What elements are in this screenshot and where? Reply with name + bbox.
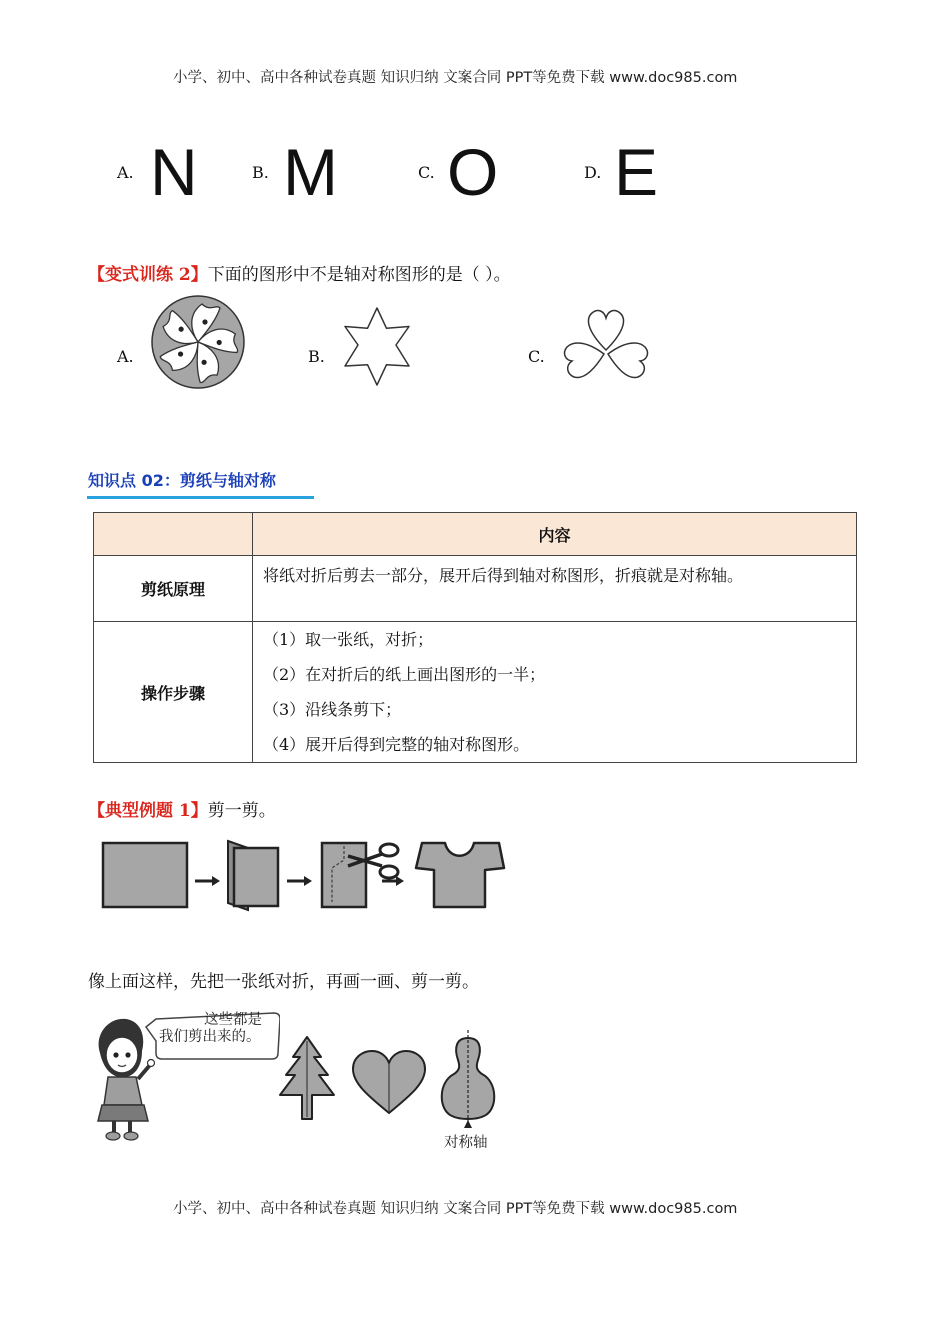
- variant2-tag: 【变式训练 2】: [88, 265, 208, 285]
- speech-bubble-line1: 这些都是: [204, 1012, 262, 1028]
- option-a-label: A.: [117, 163, 134, 182]
- paper-heart-icon: [351, 1049, 427, 1115]
- v2-option-b-label: B.: [308, 347, 325, 366]
- table-header-cell: 内容: [253, 513, 857, 556]
- table-line: （4）展开后得到完整的轴对称图形。: [263, 735, 530, 754]
- speech-bubble-text: [159, 1012, 262, 1046]
- instruction-text: 像上面这样，先把一张纸对折，再画一画、剪一剪。: [88, 972, 479, 992]
- example1-tag: 【典型例题 1】: [88, 801, 208, 821]
- option-d-letter: E: [614, 135, 659, 209]
- option-b-label: B.: [252, 163, 269, 182]
- paper-gourd-icon: [432, 1028, 504, 1132]
- v2-option-a-label: A.: [117, 347, 134, 366]
- table-line: 将纸对折后剪去一部分，展开后得到轴对称图形，折痕就是对称轴。: [263, 566, 744, 585]
- option-b-letter: M: [283, 135, 338, 209]
- knowledge-point-underline: [87, 496, 314, 499]
- v2-option-c-label: C.: [528, 347, 545, 366]
- speech-bubble-line2: 我们剪出来的。: [159, 1029, 261, 1045]
- six-point-star-icon: [338, 306, 416, 388]
- option-a-letter: N: [150, 135, 198, 209]
- table-row: [94, 622, 857, 763]
- table-row-content: [253, 622, 857, 763]
- table-line: （2）在对折后的纸上画出图形的一半；: [263, 665, 546, 684]
- paper-tree-icon: [276, 1035, 338, 1121]
- page-footer: 小学、初中、高中各种试卷真题 知识归纳 文案合同 PPT等免费下载 www.doc985.com: [173, 1201, 738, 1217]
- example1-text: 剪一剪。: [207, 801, 276, 821]
- paper-cutting-steps-illustration: [100, 838, 510, 912]
- option-d-label: D.: [584, 163, 602, 182]
- table-row-label: 剪纸原理: [94, 556, 253, 622]
- table-row-label: 操作步骤: [94, 622, 253, 763]
- variant2-question: 下面的图形中不是轴对称图形的是（ ）。: [207, 265, 511, 285]
- option-c-letter: O: [447, 135, 499, 209]
- example1-line: [88, 796, 276, 821]
- three-heart-clover-icon: [560, 306, 652, 388]
- axis-label: 对称轴: [444, 1135, 488, 1151]
- knowledge-point-title: 知识点 02：剪纸与轴对称: [88, 471, 276, 490]
- page-header: 小学、初中、高中各种试卷真题 知识归纳 文案合同 PPT等免费下载 www.doc985.com: [173, 70, 738, 86]
- knowledge-table: [93, 512, 857, 763]
- table-line: （1）取一张纸，对折；: [263, 630, 434, 649]
- bauhinia-emblem-icon: [150, 294, 246, 390]
- table-row: [94, 556, 857, 622]
- option-c-label: C.: [418, 163, 435, 182]
- table-header-row: [94, 513, 857, 556]
- table-row-content: [253, 556, 857, 622]
- variant2-question-line: [88, 260, 511, 285]
- table-header-empty-cell: [94, 513, 253, 556]
- table-line: （3）沿线条剪下；: [263, 700, 402, 719]
